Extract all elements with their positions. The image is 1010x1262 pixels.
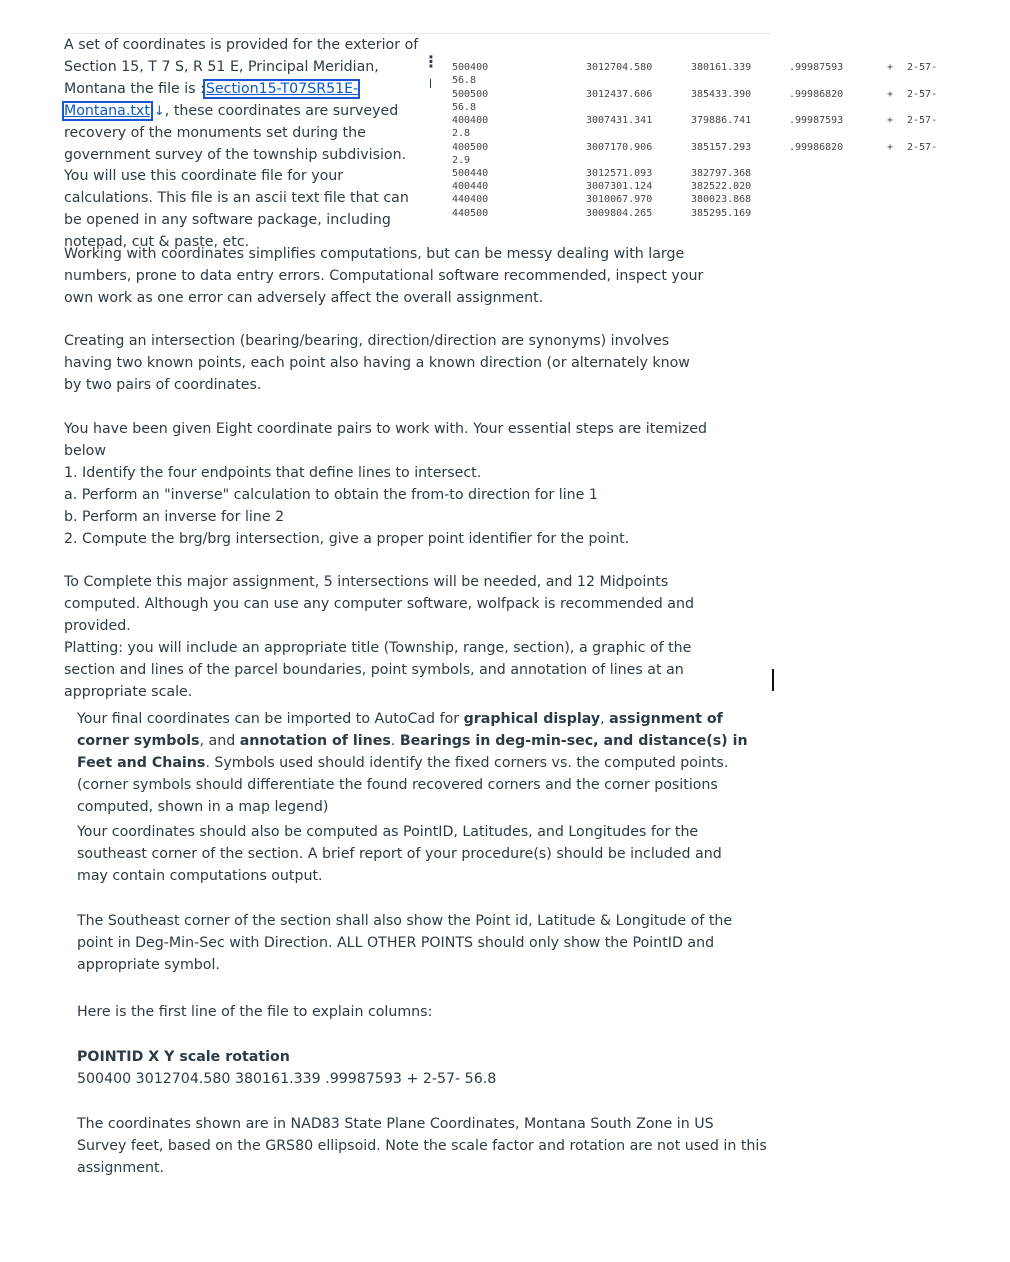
- top-divider: [64, 33, 770, 34]
- paragraph-intersection: Creating an intersection (bearing/bearing, direction/direction are synonyms) involves having two known points, each point also having a known direction (or alternately know by two pairs of coordinates.: [64, 333, 690, 393]
- point-id: 500440: [452, 168, 489, 179]
- text: . Symbols used should identify the fixed corners vs. the computed points. (corner symbols should differentiate the found recovered corners and the corner positions computed, shown in a map legend): [77, 755, 729, 815]
- point-id: 400400: [452, 115, 489, 126]
- column-example: [77, 1046, 757, 1090]
- coord-row: [452, 194, 962, 207]
- bold-text: annotation of lines: [239, 733, 391, 749]
- bold-text: Bearings in deg-min-sec, and distance(s) in Feet and Chains: [77, 733, 748, 771]
- rotation-sign: +: [887, 141, 894, 153]
- x-coordinate: 3007301.124: [586, 181, 653, 193]
- y-coordinate: 379886.741: [691, 115, 752, 126]
- scale-factor: .99986820: [789, 141, 844, 153]
- steps-list: [64, 462, 724, 550]
- row-remainder: 2.8: [452, 128, 471, 139]
- x-coordinate: 3012571.093: [586, 168, 653, 179]
- point-id: 440400: [452, 194, 489, 206]
- coord-row: [452, 181, 962, 194]
- x-coordinate: 3007431.341: [586, 115, 653, 126]
- rotation-value: 2-57-: [907, 62, 938, 73]
- coord-row: [452, 89, 962, 116]
- paragraph-assignment: To Complete this major assignment, 5 intersections will be needed, and 12 Midpoints computed. Although you can use any computer software, wolfpack is recommended and provided.: [64, 574, 694, 634]
- coordinate-file-preview: [452, 62, 962, 221]
- coord-row: [452, 142, 962, 169]
- coord-row: [452, 115, 962, 142]
- paragraph-file-columns: Here is the first line of the file to explain columns:: [77, 1004, 433, 1020]
- y-coordinate: 385295.169: [691, 207, 752, 219]
- intro-text-2: , these coordinates are surveyed recovery of the monuments set during the government survey of the township subdivision. You will use this coordinate file for your calculations. This file is an ascii text file that can be opened in any software package, including notepad, cut & paste, etc.: [64, 102, 409, 251]
- text: , and: [199, 733, 240, 749]
- rotation-sign: +: [887, 115, 894, 126]
- download-icon[interactable]: ↓: [153, 103, 165, 119]
- column-header: POINTID X Y scale rotation: [77, 1049, 290, 1065]
- text: .: [390, 733, 400, 749]
- y-coordinate: 382797.368: [691, 168, 752, 179]
- bold-text: assignment of corner symbols: [77, 711, 723, 749]
- intro-text-1: A set of coordinates is provided for the exterior of Section 15, T 7 S, R 51 E, Principal Meridian, Montana the file is :: [64, 37, 419, 97]
- point-id: 440500: [452, 207, 489, 219]
- bold-text: graphical display: [463, 711, 601, 727]
- point-id: 400440: [452, 181, 489, 193]
- y-coordinate: 380023.868: [691, 194, 752, 206]
- row-remainder: 56.8: [452, 75, 477, 86]
- point-id: 400500: [452, 141, 489, 153]
- paragraph-latlong: Your coordinates should also be computed as PointID, Latitudes, and Longitudes for the southeast corner of the section. A brief report of your procedure(s) should be included and may contain computations output.: [77, 824, 722, 884]
- paragraph-platting: Platting: you will include an appropriate title (Township, range, section), a graphic of the section and lines of the parcel boundaries, point symbols, and annotation of lines at an appropriate scale.: [64, 640, 692, 700]
- y-coordinate: 385157.293: [691, 141, 752, 153]
- step-item: 1. Identify the four endpoints that define lines to intersect.: [64, 465, 482, 481]
- paragraph-autocad: [77, 708, 767, 818]
- text-cursor: [772, 669, 774, 691]
- text: Your final coordinates can be imported to AutoCad for: [77, 711, 464, 727]
- rotation-value: 2-57-: [907, 141, 938, 153]
- step-item: 2. Compute the brg/brg intersection, give a proper point identifier for the point.: [64, 531, 630, 547]
- row-remainder: 56.8: [452, 101, 477, 113]
- row-remainder: 2.9: [452, 154, 471, 166]
- x-coordinate: 3012704.580: [586, 62, 653, 73]
- coord-row: [452, 168, 962, 181]
- example-line: 500400 3012704.580 380161.339 .99987593 + 2-57- 56.8: [77, 1071, 497, 1087]
- y-coordinate: 385433.390: [691, 88, 752, 100]
- scale-factor: .99987593: [789, 62, 844, 73]
- scale-factor: .99987593: [789, 115, 844, 126]
- paragraph-coordinate-pairs: You have been given Eight coordinate pairs to work with. Your essential steps are itemized below: [64, 421, 707, 459]
- x-coordinate: 3012437.606: [586, 88, 653, 100]
- step-item: a. Perform an "inverse" calculation to obtain the from-to direction for line 1: [64, 487, 598, 503]
- text: ,: [600, 711, 610, 727]
- x-coordinate: 3007170.906: [586, 141, 653, 153]
- rotation-value: 2-57-: [907, 115, 938, 126]
- x-coordinate: 3009804.265: [586, 207, 653, 219]
- coord-row: [452, 208, 962, 221]
- file-download-link[interactable]: Section15-T07SR51E-Montana.txt: [64, 80, 359, 119]
- more-options-icon[interactable]: ⋮: [423, 52, 439, 71]
- rotation-sign: +: [887, 88, 894, 100]
- paragraph-computations: Working with coordinates simplifies computations, but can be messy dealing with large numbers, prone to data entry errors. Computational software recommended, inspect your own work as one error can adversely affect the overall assignment.: [64, 246, 704, 306]
- point-id: 500400: [452, 62, 489, 73]
- paragraph-datum: The coordinates shown are in NAD83 State Plane Coordinates, Montana South Zone in US Survey feet, based on the GRS80 ellipsoid. Note the scale factor and rotation are not used in this assignment.: [77, 1116, 767, 1176]
- text-cursor-marker: [430, 79, 431, 88]
- rotation-sign: +: [887, 62, 894, 73]
- paragraph-southeast-corner: The Southeast corner of the section shall also show the Point id, Latitude & Longitude of the point in Deg-Min-Sec with Direction. ALL OTHER POINTS should only show the PointID and appropriate symbol.: [77, 913, 733, 973]
- y-coordinate: 380161.339: [691, 62, 752, 73]
- point-id: 500500: [452, 88, 489, 100]
- x-coordinate: 3010067.970: [586, 194, 653, 206]
- coord-row: [452, 62, 962, 89]
- intro-paragraph: [64, 35, 426, 254]
- step-item: b. Perform an inverse for line 2: [64, 509, 285, 525]
- rotation-value: 2-57-: [907, 88, 938, 100]
- scale-factor: .99986820: [789, 88, 844, 100]
- y-coordinate: 382522.020: [691, 181, 752, 193]
